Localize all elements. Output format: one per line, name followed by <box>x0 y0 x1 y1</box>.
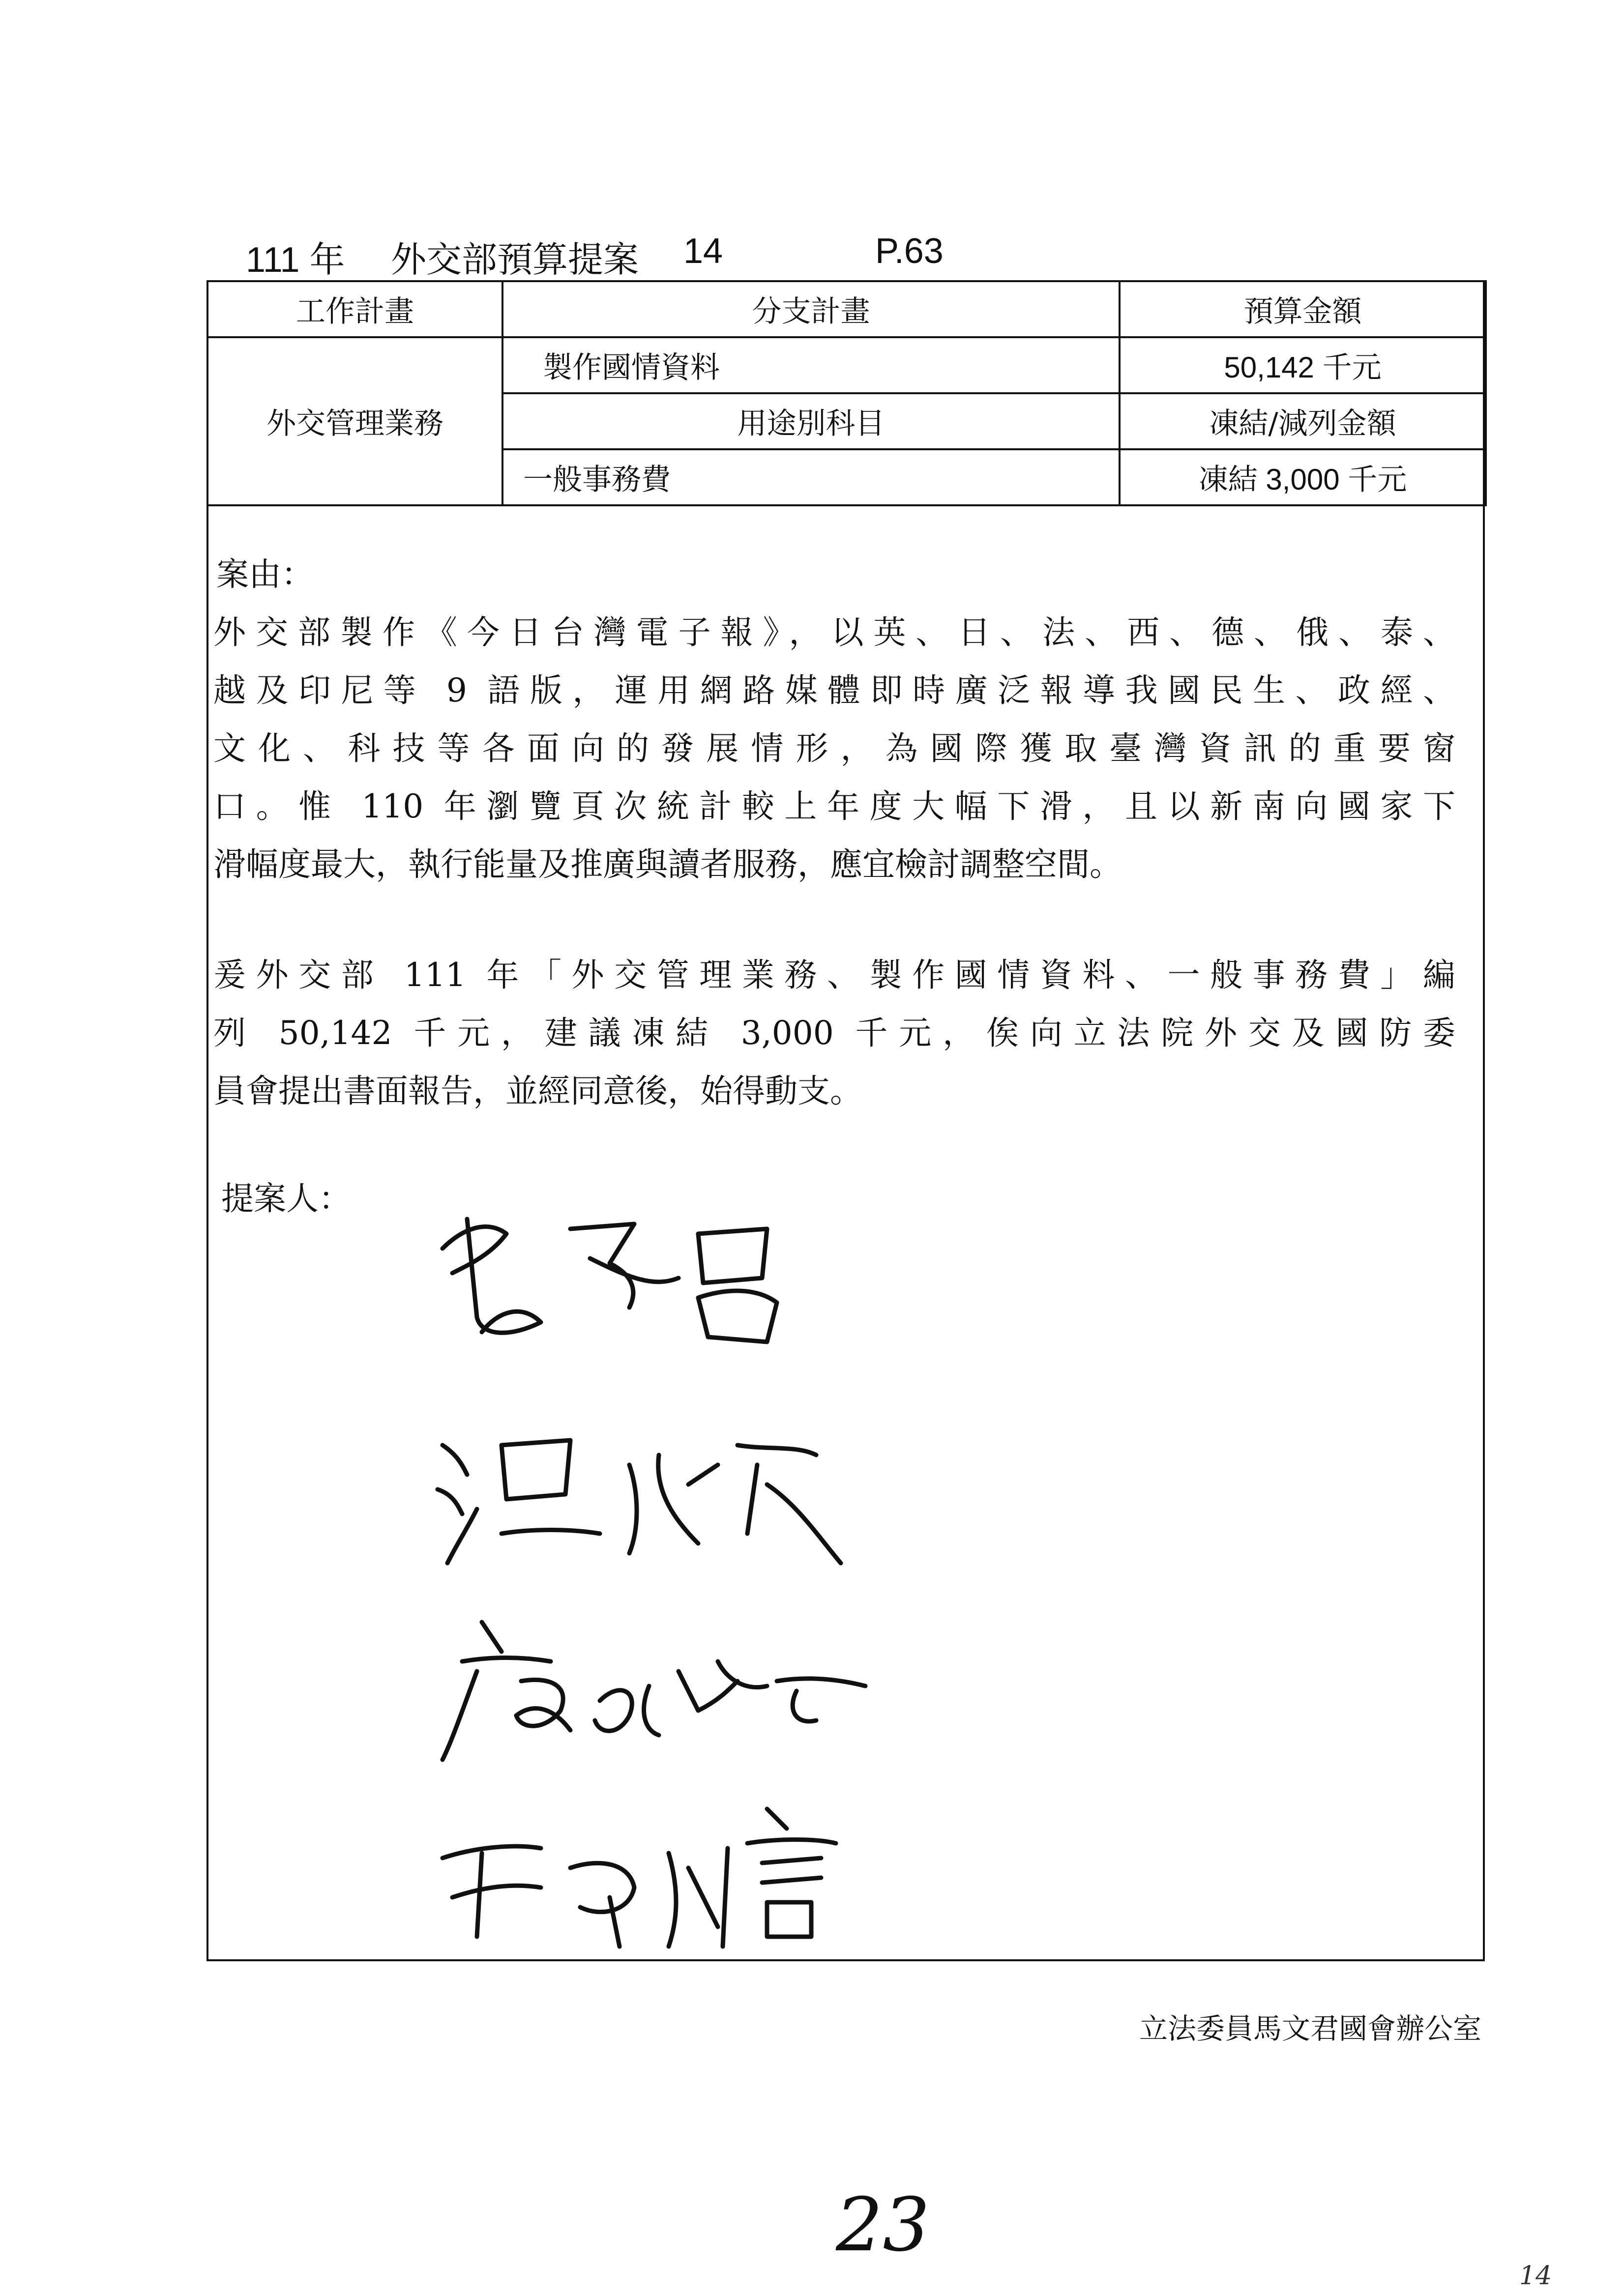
cell-freeze-amount: 凍結 3,000 千元 <box>1120 449 1486 505</box>
reason-line: 外交部製作《今日台灣電子報》，以英、日、法、西、德、俄、泰、 <box>213 613 1455 651</box>
col-header-branch-plan: 分支計畫 <box>502 281 1120 337</box>
resolution-line: 列 50,142 千元，建議凍結 3,000 千元，俟向立法院外交及國防委 <box>213 1014 1455 1052</box>
col-header-work-plan: 工作計畫 <box>207 281 502 337</box>
cell-work-plan: 外交管理業務 <box>207 337 502 505</box>
col-header-budget: 預算金額 <box>1120 281 1486 337</box>
cell-item: 一般事務費 <box>502 449 1120 505</box>
col-header-freeze: 凍結/減列金額 <box>1120 393 1486 449</box>
proposer-label: 提案人： <box>221 1180 351 1218</box>
budget-table <box>207 280 1487 506</box>
resolution-line: 爰外交部 111 年「外交管理業務、製作國情資料、一般事務費」編 <box>213 956 1455 994</box>
reason-section <box>207 546 1485 894</box>
header-page: P.63 <box>875 232 944 271</box>
reason-line: 文化、科技等各面向的發展情形，為國際獲取臺灣資訊的重要窗 <box>213 729 1455 767</box>
resolution-section <box>207 946 1485 1120</box>
cell-budget-amount: 50,142 千元 <box>1120 337 1486 393</box>
signature-3 <box>443 1622 865 1760</box>
reason-line: 越及印尼等 9 語版，運用網路媒體即時廣泛報導我國民生、政經、 <box>213 671 1455 709</box>
header-year: 111 年 <box>246 240 345 280</box>
office-footer: 立法委員馬文君國會辦公室 <box>1139 2012 1481 2045</box>
cell-branch-plan: 製作國情資料 <box>502 337 1120 393</box>
header-number: 14 <box>683 232 723 271</box>
reason-label: 案由： <box>216 555 314 593</box>
reason-line: 口。惟 110 年瀏覽頁次統計較上年度大幅下滑，且以新南向國家下 <box>213 787 1455 825</box>
document-header <box>0 231 1624 280</box>
col-header-item: 用途別科目 <box>502 393 1120 449</box>
header-title: 外交部預算提案 <box>391 240 639 280</box>
signatures <box>423 1190 964 1956</box>
signature-4 <box>443 1809 836 1947</box>
reason-line: 滑幅度最大，執行能量及推廣與讀者服務，應宜檢討調整空間。 <box>213 845 1122 883</box>
signature-2 <box>438 1440 841 1563</box>
resolution-line: 員會提出書面報告，並經同意後，始得動支。 <box>213 1072 862 1110</box>
handwritten-page-number: 23 <box>836 2182 930 2268</box>
corner-page-number: 14 <box>1519 2261 1552 2291</box>
signature-1 <box>443 1219 777 1342</box>
